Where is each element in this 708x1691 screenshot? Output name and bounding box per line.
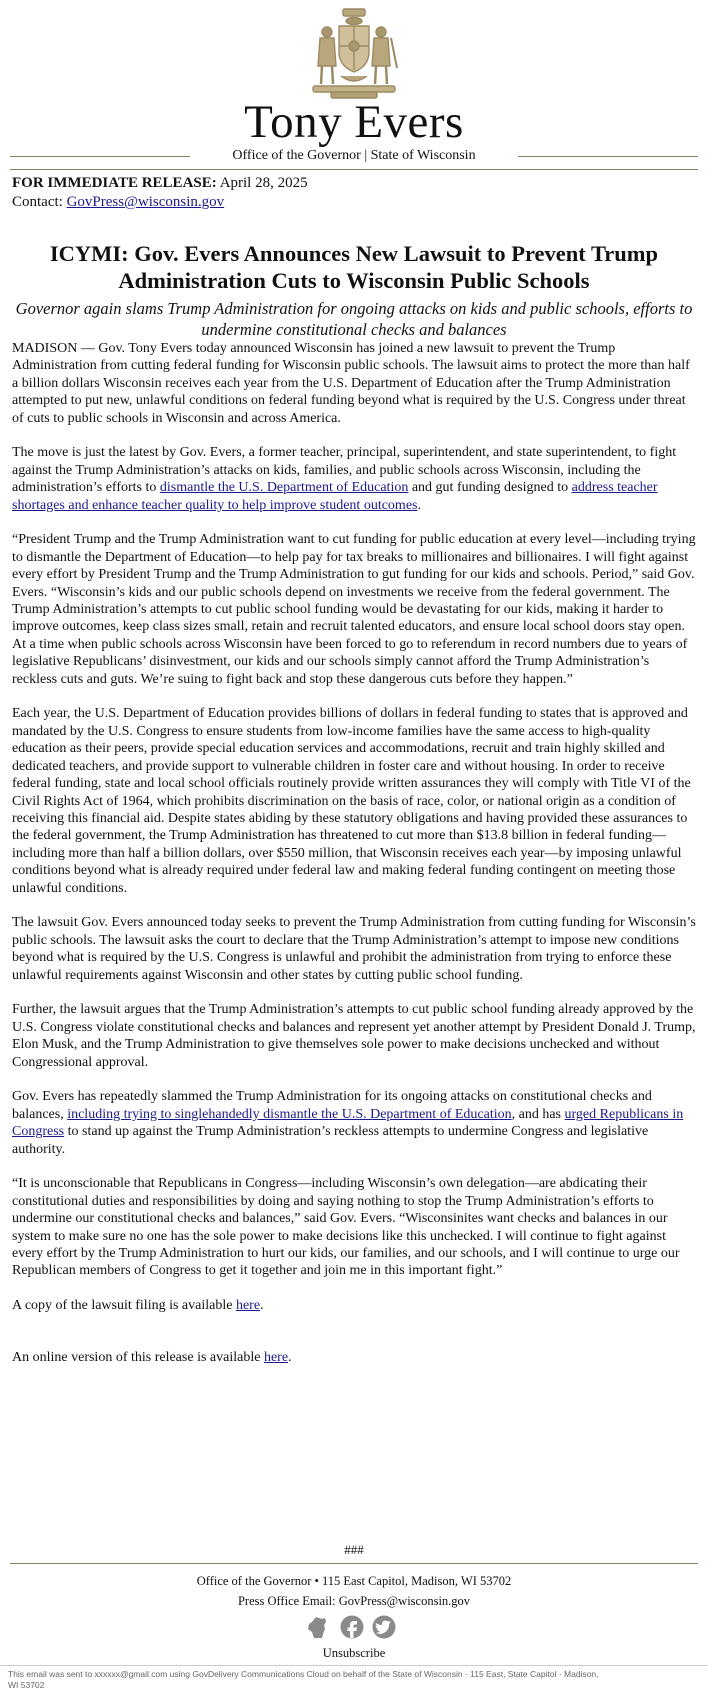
spacer — [12, 688, 696, 705]
governor-name: Tony Evers — [244, 96, 464, 148]
paragraph-9 — [12, 1297, 696, 1314]
paragraph-7-text-b: , and has — [511, 1106, 565, 1122]
paragraph-8: “It is unconscionable that Republicans in Congress—including Wisconsin’s own delegation—are abdicating their constitutional duties and responsibilities by doing and saying nothing to stop the Trump Administration’s efforts to undermine our constitutional checks and balances,” said Gov. Evers. “Wisconsinites want checks and balances in our system to make sure no one has the sole power to make decisions like this unchecked. I will continue to fight against every effort by the Trump Administration to hurt our kids, our families, and our schools, and I will continue to urge our Republican members of Congress to get it together and join me in this important fight.” — [12, 1176, 680, 1279]
spacer — [12, 427, 696, 444]
paragraph-3: “President Trump and the Trump Administration want to cut funding for public education at every level—including trying to dismantle the Department of Education—to help pay for tax breaks to millionaires and billionaires. I will fight against every effort by President Trump and the Trump Administration to gut funding for our kids and schools. Period,” said Gov. Evers. “Wisconsin’s kids and our public schools depend on investments we receive from the federal government. The Trump Administration’s attempts to cut public school funding would be devastating for our kids, making it harder to improve outcomes, keep class sizes small, retain and recruit talented educators, and ensure local school doors stay open. At a time when public schools across Wisconsin have been forced to go to referendum in record numbers due to years of legislative Republicans’ disinvestment, our kids and our schools simply cannot afford the Trump Administration’s reckless cuts and guts. We’re suing to fight back and stop these dangerous cuts before they happen.” — [12, 532, 696, 687]
footer-email: Press Office Email: GovPress@wisconsin.gov — [237, 1594, 471, 1608]
paragraph-10 — [12, 1349, 696, 1366]
paragraph-1: MADISON — Gov. Tony Evers today announced Wisconsin has joined a new lawsuit to prevent the Trump Administration from cutting federal funding for Wisconsin public schools. The lawsuit aims to protect the more than half a billion dollars Wisconsin receives each year from the U.S. Department of Education after the Trump Administration attempted to put new, unlawful conditions on federal funding beyond what is required by the U.S. Congress under threat of cuts to public schools in Wisconsin and across America. — [12, 341, 690, 426]
paragraph-2-text-b: and gut funding designed to — [408, 480, 572, 496]
social-icons — [302, 1614, 406, 1640]
delivery-note: This email was sent to xxxxxx@gmail.com using GovDelivery Communications Cloud on behalf of the State of Wisconsin · 115 East, State Capitol · Madison, WI 53702 — [8, 1669, 599, 1690]
contact-line — [12, 193, 696, 212]
masthead — [0, 0, 708, 168]
paragraph-2-text-a: The move is just the latest by Gov. Evers, a former teacher, principal, superintendent, and state superintendent, to fight against the Trump Administration’s attacks on kids, families, and public schools across Wisconsin, including the administration’s efforts to — [12, 445, 677, 496]
spacer — [12, 1332, 696, 1349]
twitter-icon[interactable] — [373, 1616, 396, 1639]
paragraph-7-text-c: to stand up against the Trump Administration’s reckless attempts to undermine Congress and legislative authority. — [12, 1124, 649, 1157]
end-marks: ### — [344, 1542, 364, 1557]
paragraph-9-text-b: . — [260, 1298, 264, 1314]
wisconsin-map-icon[interactable] — [308, 1617, 326, 1638]
footer-divider — [10, 1563, 698, 1564]
bottom-divider — [0, 1665, 708, 1666]
contact-email-link[interactable]: GovPress@wisconsin.gov — [66, 194, 225, 210]
paragraph-2 — [12, 444, 696, 514]
spacer — [12, 984, 696, 1001]
release-label: FOR IMMEDIATE RELEASE: — [12, 175, 217, 191]
spacer — [12, 1280, 696, 1297]
spacer — [12, 1315, 696, 1332]
release-content — [12, 174, 696, 1367]
teacher-shortages-link[interactable]: address teacher shortages and enhance teacher quality to help improve student outcomes — [12, 480, 658, 513]
paragraph-9-text-a: A copy of the lawsuit filing is available — [12, 1298, 236, 1314]
headline: ICYMI: Gov. Evers Announces New Lawsuit to Prevent Trump Administration Cuts to Wisconsin Public Schools — [49, 241, 659, 293]
wisconsin-state-seal-icon — [305, 8, 403, 100]
release-date: April 28, 2025 — [219, 175, 308, 191]
paragraph-7 — [12, 1088, 696, 1158]
singlehandedly-dismantle-link[interactable]: including trying to singlehandedly dismantle the U.S. Department of Education — [67, 1106, 512, 1122]
spacer — [12, 1158, 696, 1175]
spacer — [12, 1071, 696, 1088]
unsubscribe-link[interactable]: Unsubscribe — [322, 1646, 386, 1660]
release-line — [12, 174, 696, 193]
subhead: Governor again slams Trump Administration for ongoing attacks on kids and public schools, efforts to undermine constitutional checks and balances — [15, 299, 693, 339]
contact-label: Contact: — [12, 194, 63, 210]
paragraph-4: Each year, the U.S. Department of Education provides billions of dollars in federal funding to states that is approved and mandated by the U.S. Congress to ensure students from low-income families have the same access to high-quality education as their peers, provide special education services and accommodations, recruit and train highly skilled and dedicated teachers, and provide support to vulnerable children in foster care and without housing. In order to receive federal funding, state and local school officials routinely provide written assurances they will comply with Title VI of the Civil Rights Act of 1964, which prohibits discrimination on the basis of race, color, or national origin as a condition of receiving this financial aid. Despite states abiding by these statutory obligations and having provided these assurances to the federal government, the Trump Administration has threatened to cut more than $13.8 billion in federal funding—including more than half a billion dollars, over $550 million, that Wisconsin receives each year—by imposing unlawful conditions beyond what is already required under federal law and making federal funding contingent on meeting those unlawful conditions. — [12, 706, 691, 896]
paragraph-2-text-c: . — [417, 497, 421, 513]
paragraph-10-text-b: . — [288, 1350, 292, 1366]
dismantle-department-link[interactable]: dismantle the U.S. Department of Education — [159, 480, 409, 496]
urged-republicans-link[interactable]: urged Republicans in Congress — [12, 1106, 684, 1140]
lawsuit-filing-link[interactable]: here — [235, 1298, 261, 1314]
facebook-icon[interactable] — [341, 1616, 364, 1639]
spacer — [12, 514, 696, 531]
footer-address: Office of the Governor • 115 East Capitol, Madison, WI 53702 — [196, 1574, 512, 1588]
paragraph-10-text-a: An online version of this release is available — [12, 1350, 264, 1366]
office-line: Office of the Governor | State of Wisconsin — [232, 148, 476, 163]
paragraph-6: Further, the lawsuit argues that the Trump Administration’s attempts to cut public school funding already approved by the U.S. Congress violate constitutional checks and balances and represent yet another attempt by President Donald J. Trump, Elon Musk, and the Trump Administration to give themselves sole power to make decisions unchecked and without Congressional approval. — [12, 1002, 696, 1070]
online-version-link[interactable]: here — [263, 1350, 289, 1366]
masthead-divider — [10, 169, 698, 170]
spacer — [12, 897, 696, 914]
paragraph-5: The lawsuit Gov. Evers announced today seeks to prevent the Trump Administration from cutting funding for Wisconsin’s public schools. The lawsuit asks the court to declare that the Trump Administration’s attempt to impose new conditions beyond what is required by the U.S. Congress is unlawful and prohibit the administration from trying to enforce these unlawful requirements against Wisconsin and other states by cutting public school funding. — [12, 915, 696, 983]
paragraph-7-text-a: Gov. Evers has repeatedly slammed the Trump Administration for its ongoing attacks on constitutional checks and balances, — [12, 1089, 652, 1122]
office-line-wrap — [0, 146, 708, 168]
